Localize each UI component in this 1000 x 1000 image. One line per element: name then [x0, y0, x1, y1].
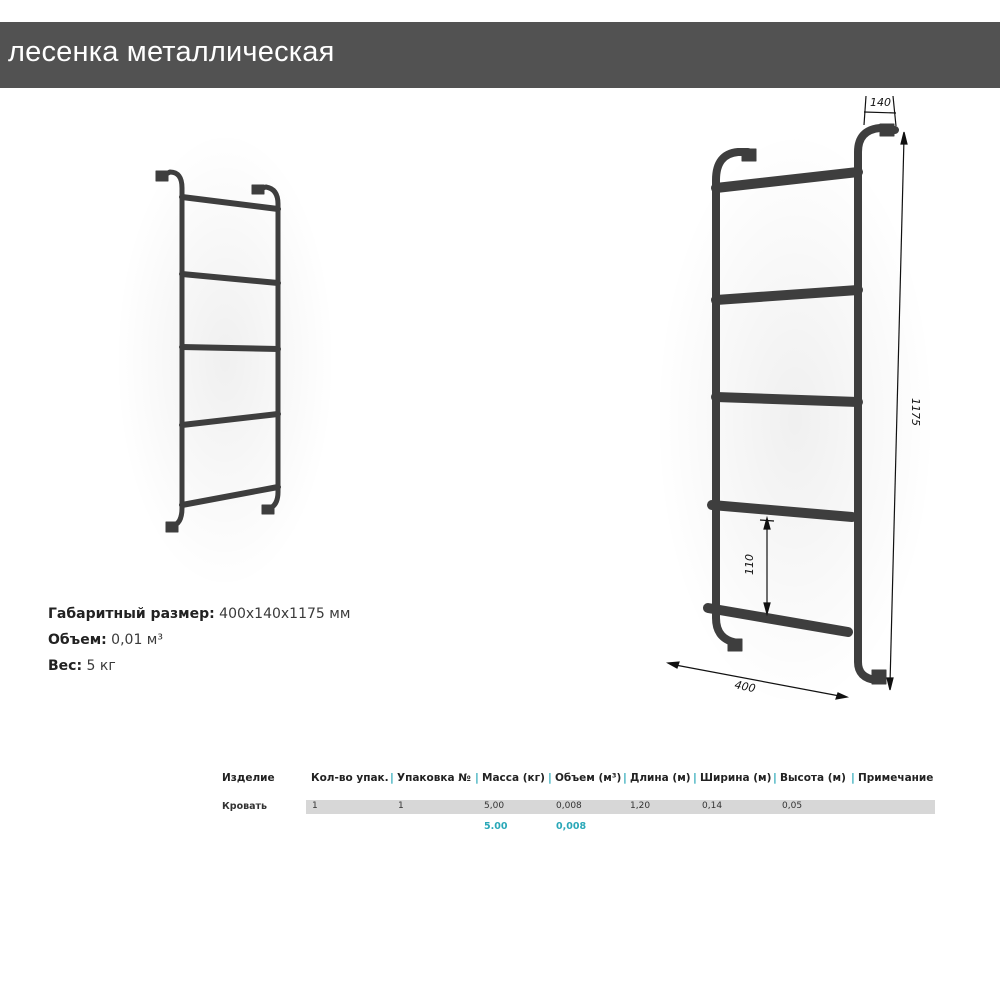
total-mass: 5.00: [484, 821, 508, 832]
page-title: лесенка металлическая: [8, 36, 335, 68]
spec-label: Вес:: [48, 658, 83, 674]
dim-height-label: 1175: [909, 398, 922, 426]
spec-label: Объем:: [48, 632, 107, 648]
col-header-mass: Масса (кг): [482, 772, 545, 784]
col-header-length: Длина (м): [630, 772, 691, 784]
dim-width-label: 400: [733, 678, 757, 696]
col-header-item: Изделие: [222, 772, 275, 784]
dim-rung-spacing-label: 110: [743, 554, 756, 575]
cell-pack: 1: [398, 801, 404, 811]
spec-value: 5 кг: [82, 658, 116, 674]
col-header-pack: Упаковка №: [397, 772, 471, 784]
spec-value: 0,01 м³: [106, 632, 163, 648]
column-separator: |: [548, 772, 552, 784]
col-header-height: Высота (м): [780, 772, 846, 784]
dim-depth-label: 140: [870, 96, 891, 109]
spec-weight: [48, 653, 350, 679]
col-header-note: Примечание: [858, 772, 934, 784]
spec-value: 400x140x1175 мм: [214, 606, 351, 622]
cell-item: Кровать: [222, 801, 268, 812]
cell-length: 1,20: [630, 801, 651, 811]
spec-list: [48, 601, 350, 679]
column-separator: |: [390, 772, 394, 784]
cell-width: 0,14: [702, 801, 723, 811]
table-header-row: [222, 769, 938, 789]
column-separator: |: [623, 772, 627, 784]
small-ladder-image: [115, 130, 335, 590]
cell-height: 0,05: [782, 801, 803, 811]
column-separator: |: [693, 772, 697, 784]
column-separator: |: [851, 772, 855, 784]
cell-volume: 0,008: [556, 801, 582, 811]
col-header-qty: Кол-во упак.: [311, 772, 389, 784]
col-header-volume: Объем (м³): [555, 772, 622, 784]
total-volume: 0,008: [556, 821, 587, 832]
large-ladder-drawing: [655, 124, 935, 710]
spec-volume: [48, 627, 350, 653]
column-separator: |: [773, 772, 777, 784]
spec-dimensions: [48, 601, 350, 627]
cell-qty: 1: [312, 801, 318, 811]
column-separator: |: [475, 772, 479, 784]
spec-label: Габаритный размер:: [48, 606, 215, 622]
cell-mass: 5,00: [484, 801, 505, 811]
table-row: [222, 800, 938, 814]
col-header-width: Ширина (м): [700, 772, 772, 784]
